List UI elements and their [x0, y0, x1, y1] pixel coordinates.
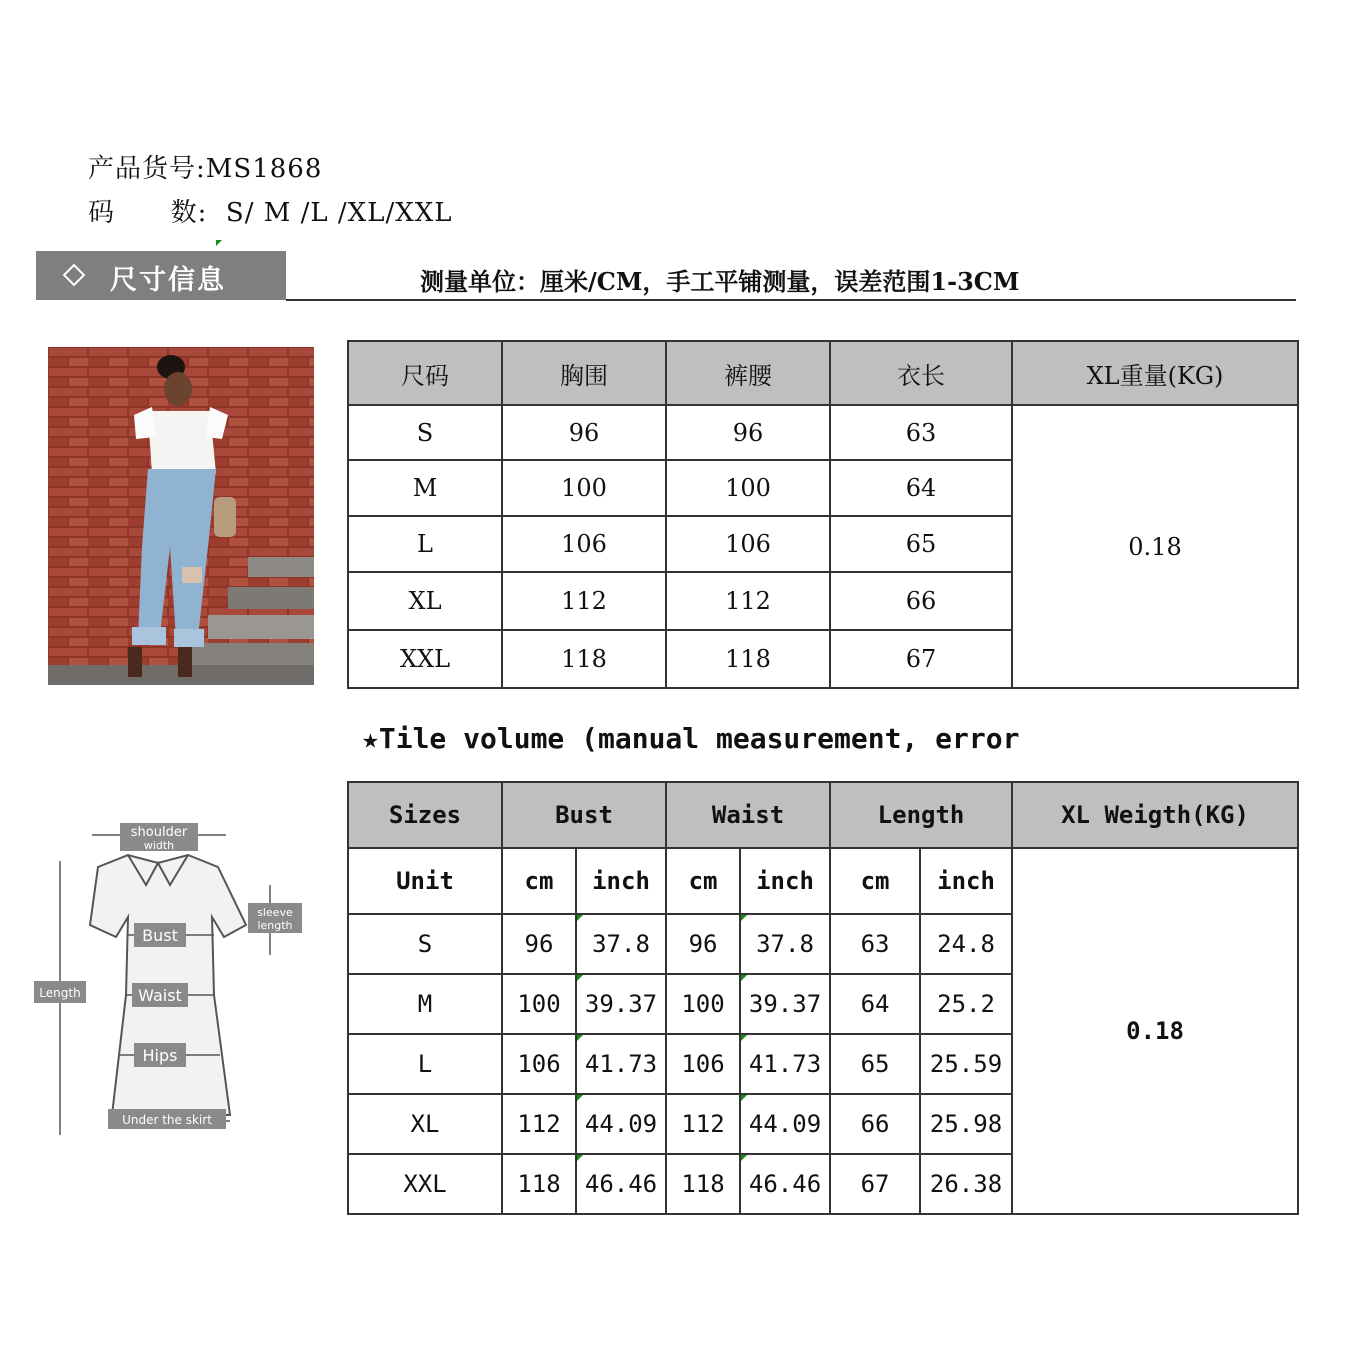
cell-size: XL: [348, 572, 502, 630]
tile-volume-note: ★Tile volume (manual measurement, error: [362, 722, 1020, 755]
sizes-value: S/ M /L /XL/XXL: [225, 198, 453, 228]
col-sizes: Sizes: [348, 782, 502, 848]
cell-bust-inch: 37.8: [576, 914, 666, 974]
cell-length: 63: [830, 405, 1012, 460]
cell-waist-cm: 118: [666, 1154, 740, 1214]
cell-length-cm: 64: [830, 974, 920, 1034]
cell-waist-inch: 46.46: [740, 1154, 830, 1214]
cell-waist: 118: [666, 630, 830, 688]
diagram-label-hips: Hips: [142, 1046, 178, 1065]
cell-waist: 106: [666, 516, 830, 572]
cell-length-cm: 67: [830, 1154, 920, 1214]
diagram-label-sleeve-2: length: [257, 919, 293, 932]
diagram-label-shoulder: shoulder: [130, 825, 188, 840]
cell-length-inch: 24.8: [920, 914, 1012, 974]
cell-bust-cm: 106: [502, 1034, 576, 1094]
cell-waist-cm: 96: [666, 914, 740, 974]
col-bust: Bust: [502, 782, 666, 848]
col-size: 尺码: [348, 341, 502, 405]
table-row: [348, 405, 1298, 460]
cell-length: 67: [830, 630, 1012, 688]
cell-length-cm: 63: [830, 914, 920, 974]
col-length: Length: [830, 782, 1012, 848]
cell-unit: inch: [576, 848, 666, 914]
diagram-label-length: Length: [39, 986, 81, 1000]
diagram-label-hem: Under the skirt: [122, 1113, 212, 1127]
col-bust: 胸围: [502, 341, 666, 405]
cell-bust-inch: 46.46: [576, 1154, 666, 1214]
cell-waist-inch: 41.73: [740, 1034, 830, 1094]
cell-waist-cm: 100: [666, 974, 740, 1034]
cell-unit-label: Unit: [348, 848, 502, 914]
cell-bust-cm: 100: [502, 974, 576, 1034]
divider: [286, 299, 1296, 301]
cell-length: 64: [830, 460, 1012, 516]
cell-size: L: [348, 1034, 502, 1094]
cell-waist-cm: 106: [666, 1034, 740, 1094]
col-length: 衣长: [830, 341, 1012, 405]
cell-size: M: [348, 460, 502, 516]
cell-bust-cm: 118: [502, 1154, 576, 1214]
cell-bust-inch: 39.37: [576, 974, 666, 1034]
col-waist: Waist: [666, 782, 830, 848]
cell-length: 66: [830, 572, 1012, 630]
diagram-label-waist: Waist: [138, 986, 182, 1005]
green-marker: [216, 240, 222, 246]
cell-length-cm: 66: [830, 1094, 920, 1154]
cell-length: 65: [830, 516, 1012, 572]
cell-size: XXL: [348, 630, 502, 688]
diagram-label-bust: Bust: [142, 926, 178, 945]
cell-bust: 118: [502, 630, 666, 688]
sizes-label-2: 数:: [170, 198, 208, 228]
cell-size: XXL: [348, 1154, 502, 1214]
cell-bust: 106: [502, 516, 666, 572]
col-weight: XL Weigth(KG): [1012, 782, 1298, 848]
cell-bust: 96: [502, 405, 666, 460]
col-waist: 裤腰: [666, 341, 830, 405]
cell-unit: cm: [666, 848, 740, 914]
unit-row: [348, 848, 1298, 914]
cell-size: S: [348, 914, 502, 974]
diamond-icon: [63, 264, 86, 287]
cell-waist-inch: 44.09: [740, 1094, 830, 1154]
cell-waist-inch: 37.8: [740, 914, 830, 974]
measurement-note: 测量单位：厘米/CM，手工平铺测量，误差范围1-3CM: [420, 267, 1020, 296]
cell-size: M: [348, 974, 502, 1034]
cell-length-inch: 25.59: [920, 1034, 1012, 1094]
cell-size: XL: [348, 1094, 502, 1154]
cell-length-inch: 25.98: [920, 1094, 1012, 1154]
product-code: 产品货号:MS1868: [88, 154, 323, 184]
sizes-label: 码: [88, 198, 116, 228]
cell-unit: inch: [920, 848, 1012, 914]
cell-waist: 100: [666, 460, 830, 516]
size-table-en: [347, 781, 1299, 1215]
cell-bust-inch: 41.73: [576, 1034, 666, 1094]
cell-unit: cm: [502, 848, 576, 914]
diagram-label-sleeve: sleeve: [257, 906, 293, 919]
cell-weight: 0.18: [1012, 848, 1298, 1214]
cell-waist: 112: [666, 572, 830, 630]
diagram-label-shoulder-2: width: [143, 839, 175, 852]
cell-waist-inch: 39.37: [740, 974, 830, 1034]
cell-unit: cm: [830, 848, 920, 914]
col-weight: XL重量(KG): [1012, 341, 1298, 405]
cell-bust-cm: 112: [502, 1094, 576, 1154]
garment-measurement-diagram: [28, 815, 328, 1145]
cell-bust-cm: 96: [502, 914, 576, 974]
cell-size: S: [348, 405, 502, 460]
cell-length-cm: 65: [830, 1034, 920, 1094]
cell-size: L: [348, 516, 502, 572]
cell-weight: 0.18: [1012, 405, 1298, 688]
size-info-banner: [36, 251, 286, 300]
cell-bust-inch: 44.09: [576, 1094, 666, 1154]
cell-length-inch: 26.38: [920, 1154, 1012, 1214]
model-photo: [48, 347, 314, 685]
cell-length-inch: 25.2: [920, 974, 1012, 1034]
cell-bust: 100: [502, 460, 666, 516]
size-table-cn: [347, 340, 1299, 689]
cell-unit: inch: [740, 848, 830, 914]
banner-label: 尺寸信息: [110, 265, 226, 296]
sizes-line: [88, 192, 453, 229]
cell-bust: 112: [502, 572, 666, 630]
cell-waist: 96: [666, 405, 830, 460]
cell-waist-cm: 112: [666, 1094, 740, 1154]
